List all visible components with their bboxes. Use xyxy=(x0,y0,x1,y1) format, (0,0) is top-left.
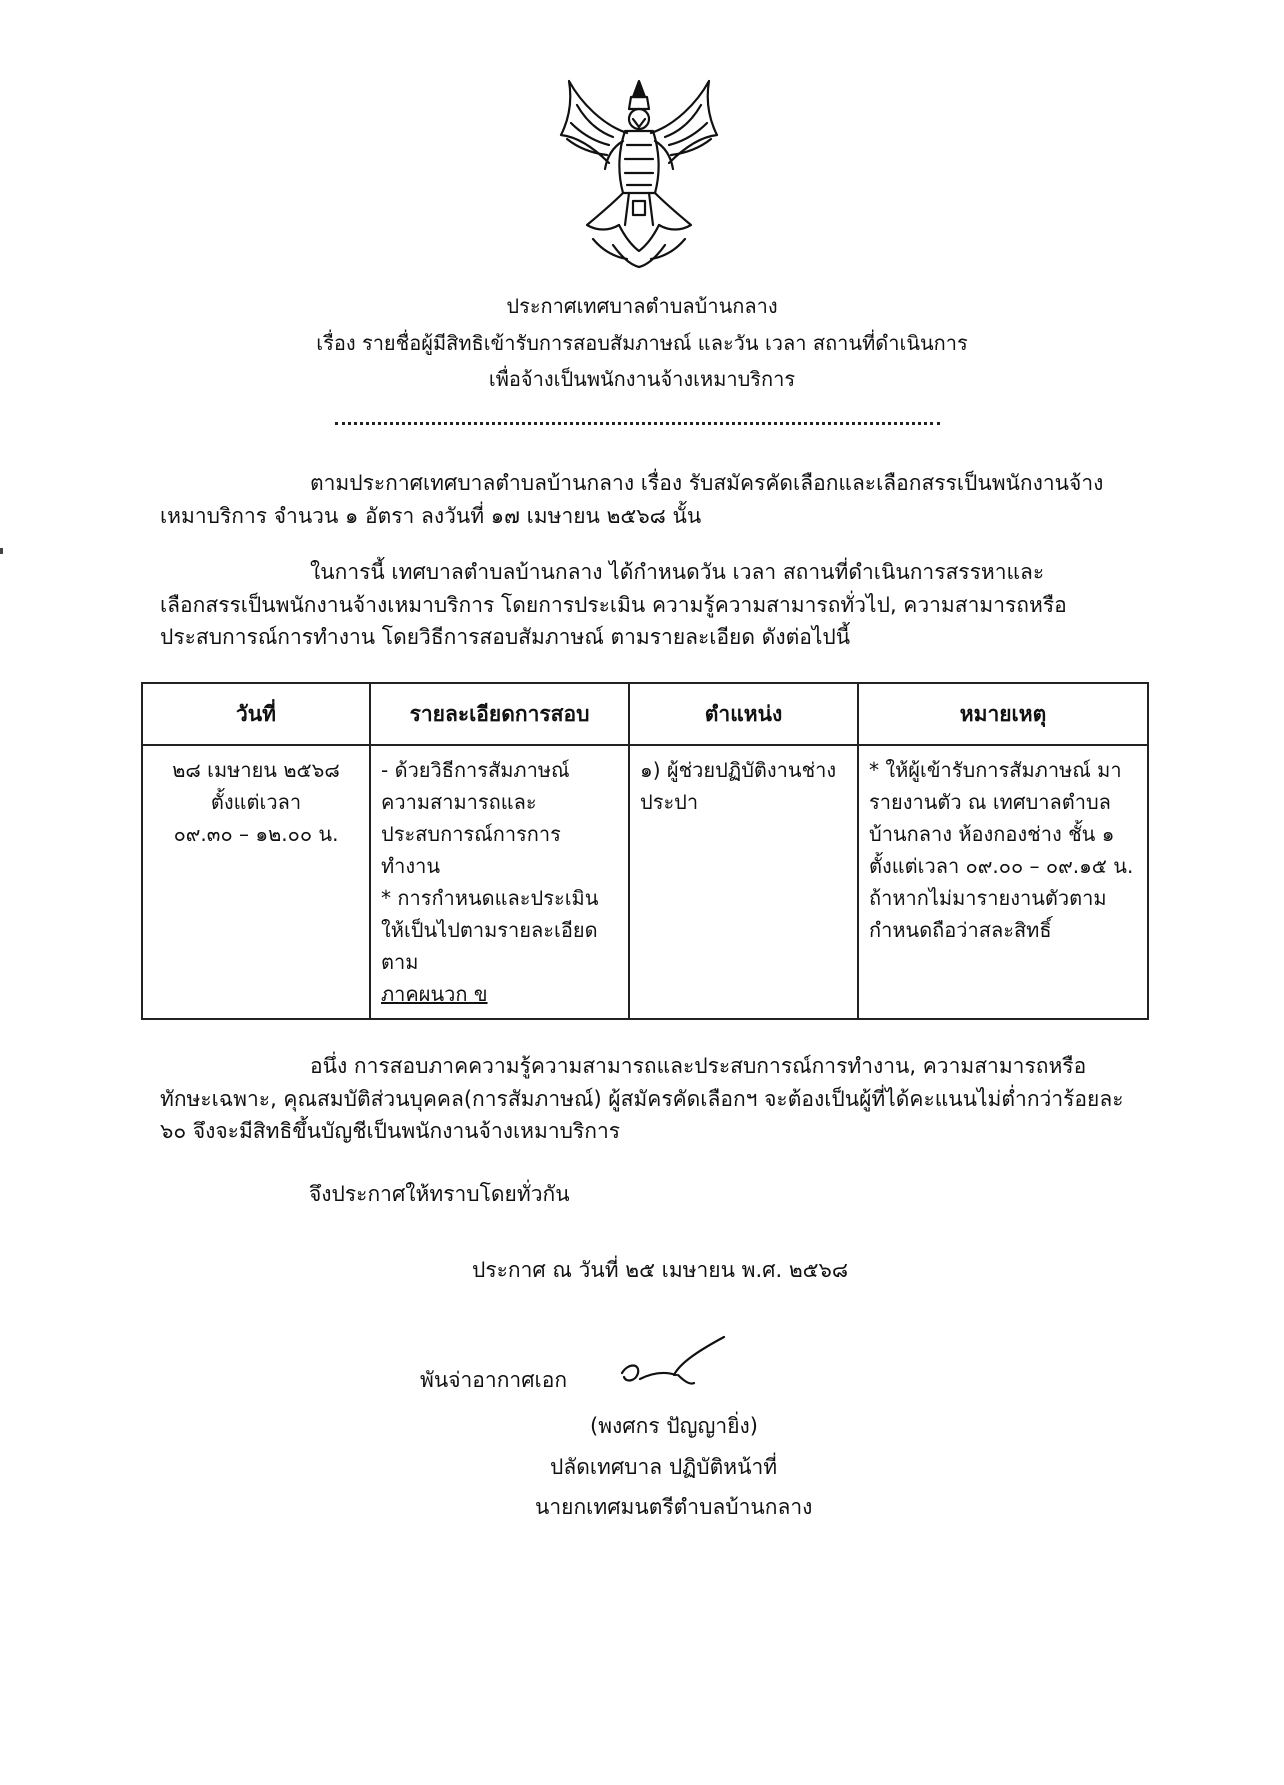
signer-name: (พงศกร ปัญญายิ่ง) xyxy=(590,1414,758,1438)
paragraph-line: ในการนี้ เทศบาลตำบลบ้านกลาง ได้กำหนดวัน เวลา สถานที่ดำเนินการสรรหาและ xyxy=(310,560,1045,584)
scan-edge-mark xyxy=(0,548,3,554)
garuda-emblem-icon xyxy=(553,75,725,271)
cell-line: * ให้ผู้เข้ารับการสัมภาษณ์ มา xyxy=(869,758,1122,782)
paragraph-3 xyxy=(160,1050,1145,1148)
paragraph-line: ประสบการณ์การทำงาน โดยวิธีการสอบสัมภาษณ์ ตามรายละเอียด ดังต่อไปนี้ xyxy=(160,625,851,650)
cell-line: ประสบการณ์การการทำงาน xyxy=(381,822,561,878)
announcement-date: ประกาศ ณ วันที่ ๒๕ เมษายน พ.ศ. ๒๕๖๘ xyxy=(472,1258,849,1282)
table-header-row xyxy=(142,683,1148,745)
cell-line: กำหนดถือว่าสละสิทธิ์ xyxy=(869,918,1052,942)
cell-line: รายงานตัว ณ เทศบาลตำบล xyxy=(869,790,1111,814)
cell-line: ๒๘ เมษายน ๒๕๖๘ xyxy=(172,758,340,782)
cell-line: - ด้วยวิธีการสัมภาษณ์ xyxy=(381,758,570,782)
cell-line: ให้เป็นไปตามรายละเอียดตาม xyxy=(381,918,598,974)
remark-cell xyxy=(858,745,1148,1019)
cell-line: ความสามารถและ xyxy=(381,790,537,814)
signature-icon xyxy=(618,1333,728,1395)
paragraph-line: เลือกสรรเป็นพนักงานจ้างเหมาบริการ โดยการประเมิน ความรู้ความสามารถทั่วไป, ความสามารถหรือ xyxy=(160,592,1067,617)
date-cell xyxy=(142,745,370,1019)
appendix-reference: ภาคผนวก ข xyxy=(381,982,488,1006)
table-row xyxy=(142,745,1148,1019)
document-title: ประกาศเทศบาลตำบลบ้านกลาง xyxy=(506,294,778,318)
interview-schedule-table xyxy=(141,682,1149,1020)
table-header-cell: ตำแหน่ง xyxy=(629,683,858,745)
signer-title-1: ปลัดเทศบาล ปฏิบัติหน้าที่ xyxy=(550,1455,778,1479)
cell-line: ถ้าหากไม่มารายงานตัวตาม xyxy=(869,886,1107,910)
closing-statement: จึงประกาศให้ทราบโดยทั่วกัน xyxy=(309,1182,570,1206)
table-header-cell: หมายเหตุ xyxy=(858,683,1148,745)
cell-line: ตั้งแต่เวลา ๐๙.๐๐ – ๐๙.๑๕ น. xyxy=(869,854,1134,878)
document-subject-continued: เพื่อจ้างเป็นพนักงานจ้างเหมาบริการ xyxy=(488,367,796,391)
paragraph-line: ทักษะเฉพาะ, คุณสมบัติส่วนบุคคล(การสัมภาษณ์) ผู้สมัครคัดเลือกฯ จะต้องเป็นผู้ที่ได้คะแนนไม่ต่ำกว่าร้อยละ xyxy=(160,1086,1124,1111)
details-cell xyxy=(370,745,629,1019)
cell-line: ประปา xyxy=(640,790,699,814)
position-cell xyxy=(629,745,858,1019)
cell-line: ๑) ผู้ช่วยปฏิบัติงานช่าง xyxy=(640,758,837,782)
paragraph-line: ๖๐ จึงจะมีสิทธิขึ้นบัญชีเป็นพนักงานจ้างเหมาบริการ xyxy=(160,1119,621,1144)
paragraph-2 xyxy=(160,556,1145,654)
cell-line: บ้านกลาง ห้องกองช่าง ชั้น ๑ xyxy=(869,822,1115,846)
paragraph-1 xyxy=(160,467,1145,532)
paragraph-line: ตามประกาศเทศบาลตำบลบ้านกลาง เรื่อง รับสมัครคัดเลือกและเลือกสรรเป็นพนักงานจ้าง xyxy=(310,471,1104,495)
table-header-cell: วันที่ xyxy=(142,683,370,745)
cell-line: * การกำหนดและประเมิน xyxy=(381,886,599,910)
paragraph-line: เหมาบริการ จำนวน ๑ อัตรา ลงวันที่ ๑๗ เมษายน ๒๕๖๘ นั้น xyxy=(160,503,702,528)
signer-title-2: นายกเทศมนตรีตำบลบ้านกลาง xyxy=(535,1495,813,1519)
dotted-divider xyxy=(335,422,940,425)
table-header-cell: รายละเอียดการสอบ xyxy=(370,683,629,745)
signer-rank: พันจ่าอากาศเอก xyxy=(420,1368,568,1392)
cell-line: ๐๙.๓๐ – ๑๒.๐๐ น. xyxy=(173,822,339,846)
cell-line: ตั้งแต่เวลา xyxy=(210,790,302,814)
document-subject: เรื่อง รายชื่อผู้มีสิทธิเข้ารับการสอบสัมภาษณ์ และวัน เวลา สถานที่ดำเนินการ xyxy=(316,331,968,355)
paragraph-line: อนึ่ง การสอบภาคความรู้ความสามารถและประสบการณ์การทำงาน, ความสามารถหรือ xyxy=(310,1054,1087,1078)
